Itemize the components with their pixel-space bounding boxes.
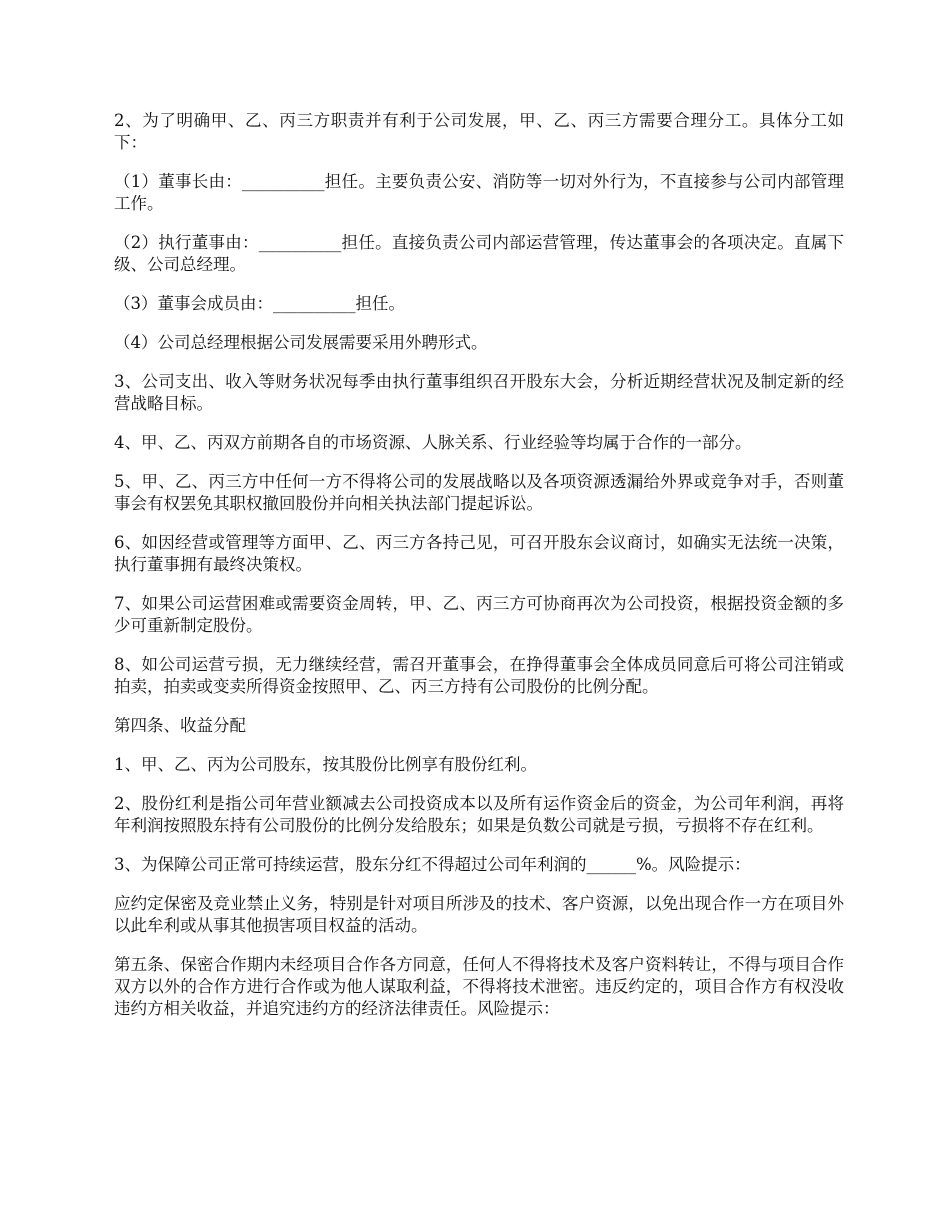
- paragraph-capital-turnover: 7、如果公司运营困难或需要资金周转，甲、乙、丙三方可协商再次为公司投资，根据投资金额的多少可重新制定股份。: [114, 594, 844, 635]
- paragraph-resources: 4、甲、乙、丙双方前期各自的市场资源、人脉关系、行业经验等均属于合作的一部分。: [114, 433, 752, 452]
- paragraph-dividend-definition: 2、股份红利是指公司年营业额减去公司投资成本以及所有运作资金后的资金，为公司年利润，再将年利润按照股东持有公司股份的比例分发给股东；如果是负数公司就是亏损，亏损将不存在红利。: [114, 794, 844, 835]
- paragraph-losses: 8、如公司运营亏损，无力继续经营，需召开董事会，在挣得董事会全体成员同意后可将公司注销或拍卖，拍卖或变卖所得资金按照甲、乙、丙三方持有公司股份的比例分配。: [114, 655, 844, 696]
- paragraph-risk-note: 应约定保密及竞业禁止义务，特别是针对项目所涉及的技术、客户资源，以免出现合作一方在项目外以此牟利或从事其他损害项目权益的活动。: [114, 894, 844, 935]
- paragraph-confidentiality-strategy: 5、甲、乙、丙三方中任何一方不得将公司的发展战略以及各项资源透漏给外界或竞争对手，否则董事会有权罢免其职权撤回股份并向相关执法部门提起诉讼。: [114, 472, 844, 513]
- paragraph-financial-review: 3、公司支出、收入等财务状况每季由执行董事组织召开股东大会，分析近期经营状况及制定新的经营战略目标。: [114, 372, 844, 413]
- paragraph-executive-director: （2）执行董事由：__________担任。直接负责公司内部运营管理，传达董事会的各项决定。直属下级、公司总经理。: [114, 233, 844, 274]
- paragraph-dividend-cap: 3、为保障公司正常可持续运营，股东分红不得超过公司年利润的______%。风险提示：: [114, 855, 751, 874]
- paragraph-board-members: （3）董事会成员由：__________担任。: [114, 294, 405, 313]
- paragraph-chairman: （1）董事长由：__________担任。主要负责公安、消防等一切对外行为，不直接参与公司内部管理工作。: [114, 172, 844, 213]
- paragraph-disputes: 6、如因经营或管理等方面甲、乙、丙三方各持己见，可召开股东会议商讨，如确实无法统一决策，执行董事拥有最终决策权。: [114, 533, 844, 574]
- document-body: [114, 110, 844, 1037]
- paragraph-general-manager: （4）公司总经理根据公司发展需要采用外聘形式。: [114, 333, 488, 352]
- paragraph-division-of-labor: 2、为了明确甲、乙、丙三方职责并有利于公司发展，甲、乙、丙三方需要合理分工。具体分工如下：: [114, 111, 844, 152]
- paragraph-dividends: 1、甲、乙、丙为公司股东，按其股份比例享有股份红利。: [114, 755, 537, 774]
- section-heading-profit-distribution: 第四条、收益分配: [114, 716, 246, 735]
- paragraph-confidentiality-clause: 第五条、保密合作期内未经项目合作各方同意，任何人不得将技术及客户资料转让，不得与项目合作双方以外的合作方进行合作或为他人谋取利益，不得将技术泄密。违反约定的，项目合作方有权没收违约方相关收益，并追究违约方的经济法律责任。风险提示：: [114, 955, 844, 1018]
